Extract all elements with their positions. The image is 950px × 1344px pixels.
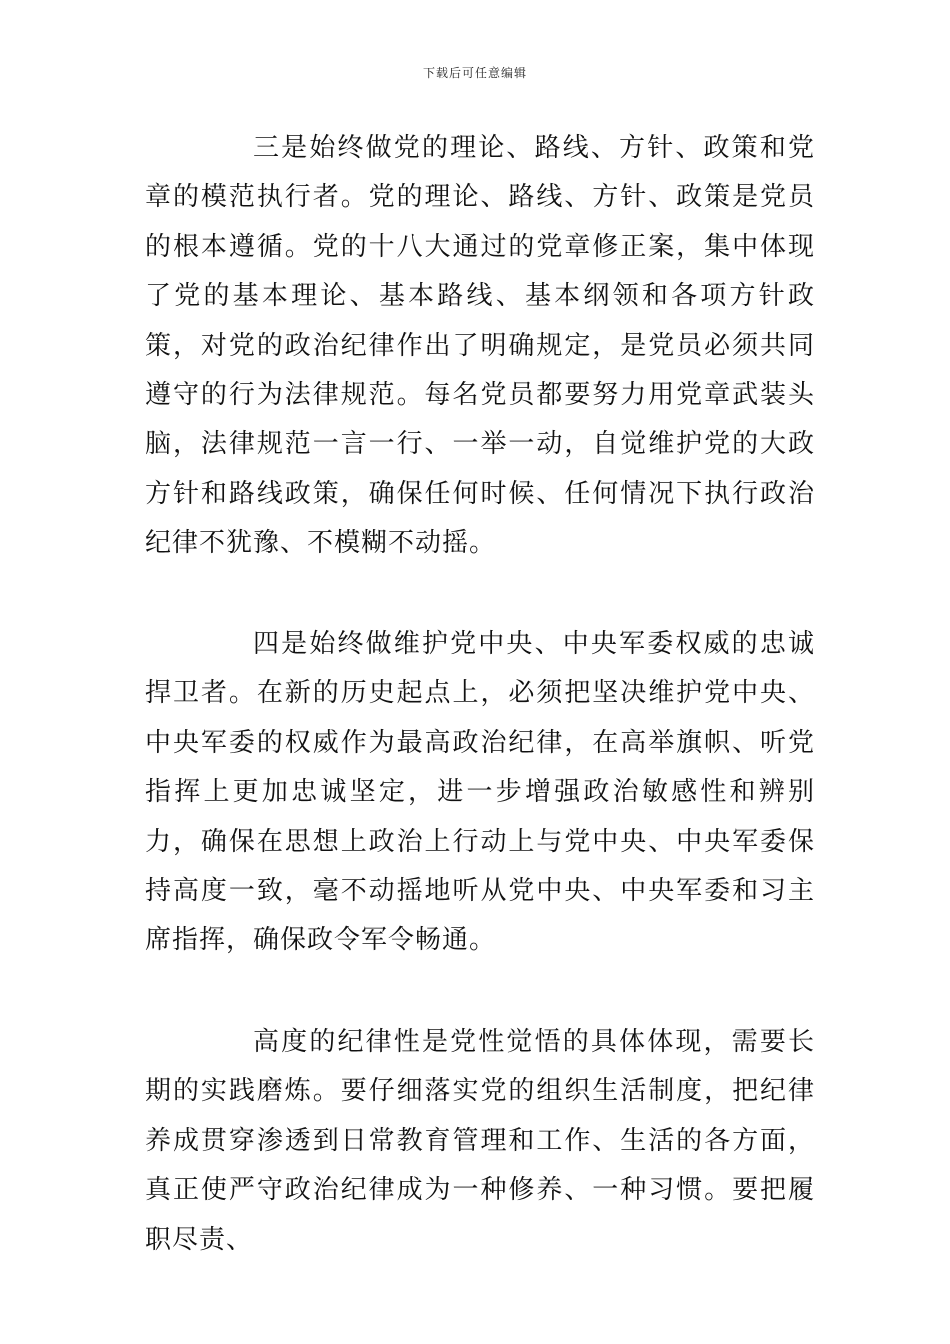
paragraph-1: 三是始终做党的理论、路线、方针、政策和党章的模范执行者。党的理论、路线、方针、政策是党员的根本遵循。党的十八大通过的党章修正案，集中体现了党的基本理论、基本路线、基本纲领和各项方针政策，对党的政治纪律作出了明确规定，是党员必须共同遵守的行为法律规范。每名党员都要努力用党章武装头脑，法律规范一言一行、一举一动，自觉维护党的大政方针和路线政策，确保任何时候、任何情况下执行政治纪律不犹豫、不模糊不动摇。 xyxy=(145,133,815,559)
paragraph-3: 高度的纪律性是党性觉悟的具体体现，需要长期的实践磨炼。要仔细落实党的组织生活制度，把纪律养成贯穿渗透到日常教育管理和工作、生活的各方面，真正使严守政治纪律成为一种修养、一种习惯。要把履职尽责、 xyxy=(145,1027,815,1255)
paragraph-2: 四是始终做维护党中央、中央军委权威的忠诚捍卫者。在新的历史起点上，必须把坚决维护党中央、中央军委的权威作为最高政治纪律，在高举旗帜、听党指挥上更加忠诚坚定，进一步增强政治敏感性和辨别力，确保在思想上政治上行动上与党中央、中央军委保持高度一致，毫不动摇地听从党中央、中央军委和习主席指挥，确保政令军令畅通。 xyxy=(145,629,815,956)
header-note: 下载后可任意编辑 xyxy=(422,66,527,80)
